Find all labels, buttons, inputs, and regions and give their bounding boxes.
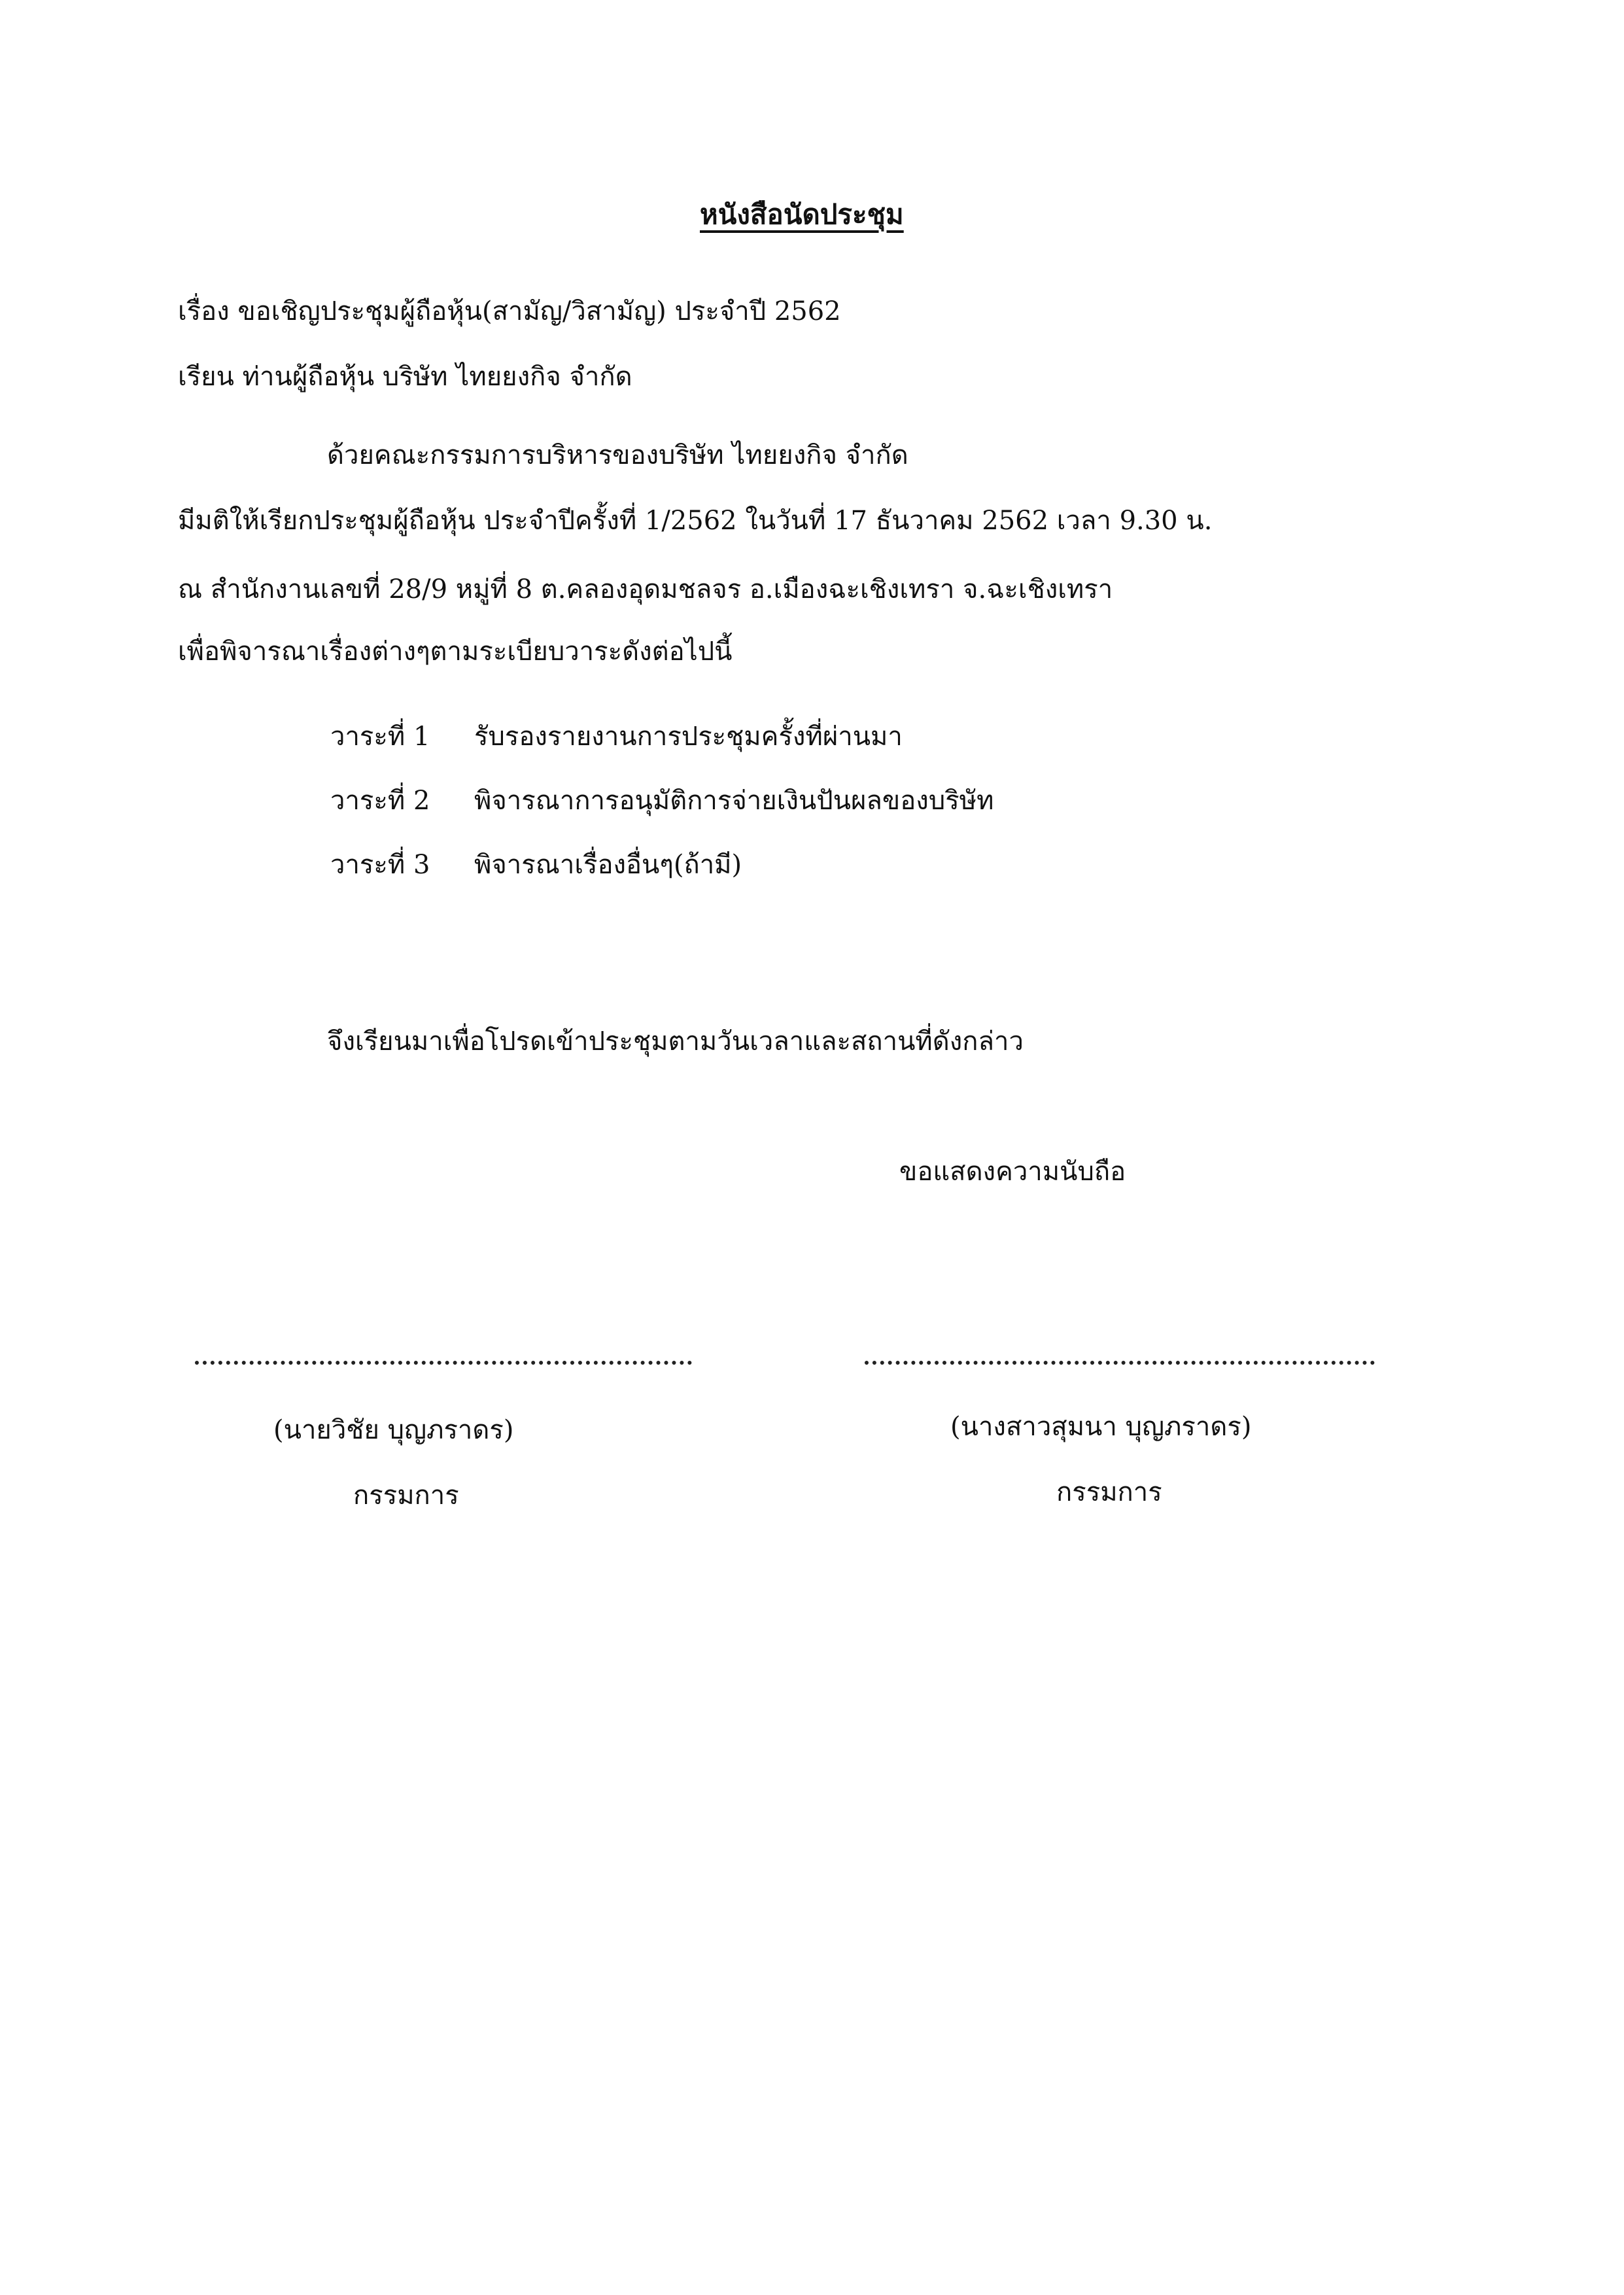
agenda-text: รับรองรายงานการประชุมครั้งที่ผ่านมา — [474, 722, 903, 752]
agenda-number: วาระที่ 2 — [330, 786, 430, 816]
closing-line: จึงเรียนมาเพื่อโปรดเข้าประชุมตามวันเวลาและสถานที่ดังกล่าว — [327, 1026, 1024, 1057]
regards-line: ขอแสดงความนับถือ — [899, 1157, 1126, 1187]
signature-dotted-line-left — [195, 1348, 692, 1365]
agenda-number: วาระที่ 1 — [330, 722, 430, 752]
agenda-item — [330, 848, 742, 882]
agenda-item — [330, 720, 903, 754]
body-line-2: มีมติให้เรียกประชุมผู้ถือหุ้น ประจำปีครั้งที่ 1/2562 ในวันที่ 17 ธันวาคม 2562 เวลา 9.30 น. — [178, 506, 1213, 536]
agenda-text: พิจารณาการอนุมัติการจ่ายเงินปันผลของบริษัท — [474, 786, 994, 816]
signatory-name-right: (นางสาวสุมนา บุญภราดร) — [950, 1412, 1252, 1442]
signatory-name-left: (นายวิชัย บุญภราดร) — [273, 1415, 514, 1445]
agenda-text: พิจารณาเรื่องอื่นๆ(ถ้ามี) — [474, 850, 742, 880]
to-line: เรียน ท่านผู้ถือหุ้น บริษัท ไทยยงกิจ จำกัด — [178, 362, 632, 392]
document-title: หนังสือนัดประชุม — [700, 198, 904, 230]
signature-dotted-line-right — [865, 1348, 1375, 1365]
agenda-item — [330, 784, 993, 818]
body-line-3: ณ สำนักงานเลขที่ 28/9 หมู่ที่ 8 ต.คลองอุดมชลจร อ.เมืองฉะเชิงเทรา จ.ฉะเชิงเทรา — [178, 574, 1113, 604]
subject-line: เรื่อง ขอเชิญประชุมผู้ถือหุ้น(สามัญ/วิสามัญ) ประจำปี 2562 — [178, 296, 841, 326]
signatory-role-right: กรรมการ — [1056, 1477, 1162, 1507]
signatory-role-left: กรรมการ — [353, 1480, 459, 1511]
agenda-number: วาระที่ 3 — [330, 850, 430, 880]
body-line-1: ด้วยคณะกรรมการบริหารของบริษัท ไทยยงกิจ จำกัด — [327, 440, 908, 470]
body-line-4: เพื่อพิจารณาเรื่องต่างๆตามระเบียบวาระดังต่อไปนี้ — [178, 637, 733, 667]
